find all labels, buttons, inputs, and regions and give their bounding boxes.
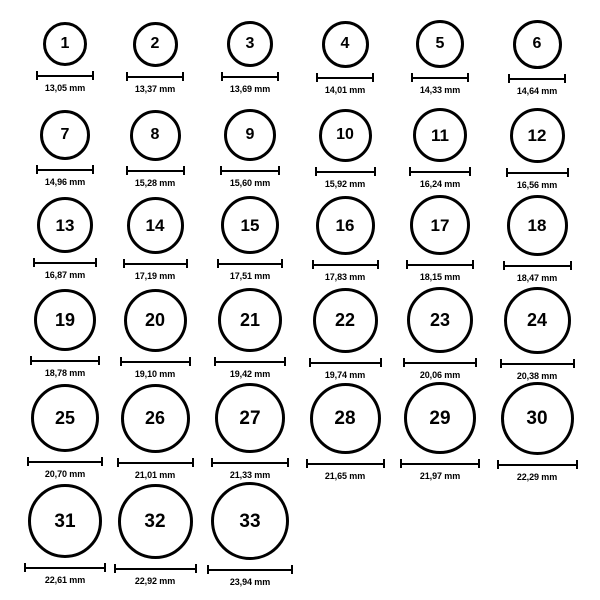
measure-bar [214,357,286,366]
measure-cap-left [214,357,216,366]
measure-cap-right [467,73,469,82]
ring-number: 32 [144,510,166,532]
ring-size-item [211,383,289,480]
measure-cap-right [374,167,376,176]
ring-number: 13 [55,215,75,235]
measure-cap-right [570,261,572,270]
ring-number: 20 [144,310,166,330]
ring-size-item [117,384,194,480]
ring-size-label: 13,37 mm [134,83,176,94]
measure-cap-left [126,72,128,81]
measure-bar [27,457,103,466]
ring-number: 18 [527,215,547,235]
ring-size-label: 19,42 mm [229,369,271,379]
ring-number: 33 [239,510,261,532]
ring-circle [313,288,378,353]
ring-number: 5 [435,35,445,52]
measure-cap-right [472,260,474,269]
measure-cap-right [573,359,575,368]
measure-line [126,76,184,78]
measure-cap-right [291,565,293,574]
ring-circle [501,382,574,455]
ring-circle [37,197,93,253]
measure-bar [315,167,376,176]
ring-circle [118,484,193,559]
measure-cap-left [114,564,116,573]
measure-bar [24,563,106,572]
ring-number: 31 [54,510,76,532]
measure-cap-right [576,460,578,469]
ring-number: 24 [526,310,548,330]
measure-bar [211,458,289,467]
measure-bar [220,166,280,175]
ring-circle [121,384,190,453]
ring-size-item [497,382,578,482]
measure-bar [309,358,382,367]
ring-size-item [27,384,103,479]
ring-size-item [500,287,575,381]
ring-size-item [403,287,477,380]
measure-line [411,77,469,79]
measure-cap-left [506,168,508,177]
ring-size-label: 15,92 mm [324,178,366,189]
ring-size-item [506,108,569,190]
measure-cap-right [189,357,191,366]
ring-size-item [400,382,480,481]
measure-bar [123,259,188,268]
measure-cap-left [508,74,510,83]
measure-cap-left [220,166,222,175]
ring-circle [34,289,96,351]
measure-line [36,75,94,77]
ring-size-item [33,197,97,280]
ring-size-item [207,482,293,587]
ring-number: 21 [239,310,261,330]
measure-line [406,264,474,266]
ring-circle [504,287,571,354]
ring-circle [31,384,99,452]
ring-size-label: 14,64 mm [516,85,558,96]
ring-size-item [506,20,568,96]
ring-size-item [120,289,191,379]
ring-circle [322,21,369,68]
measure-cap-right [101,457,103,466]
ring-size-label: 20,06 mm [419,370,461,380]
ring-number: 1 [60,35,70,52]
ring-number: 8 [150,126,160,143]
ring-size-label: 20,38 mm [516,370,558,381]
measure-bar [126,72,184,81]
measure-line [117,462,194,464]
ring-size-item [217,196,283,281]
measure-cap-right [186,259,188,268]
ring-size-item [503,195,572,283]
measure-bar [400,459,480,468]
measure-line [497,464,578,466]
ring-size-label: 21,33 mm [229,470,271,480]
measure-line [114,568,197,570]
measure-bar [36,165,94,174]
measure-line [312,264,379,266]
ring-number: 27 [239,407,261,429]
measure-bar [409,167,471,176]
measure-cap-right [182,72,184,81]
ring-size-item [124,110,186,188]
ring-size-label: 17,19 mm [134,270,176,281]
measure-bar [508,74,566,83]
ring-number: 17 [430,215,450,235]
ring-size-label: 14,96 mm [44,177,86,187]
ring-number: 2 [150,35,160,52]
ring-circle [215,383,285,453]
measure-bar [114,564,197,573]
ring-size-label: 13,69 mm [229,84,271,94]
ring-number: 28 [334,407,356,429]
measure-line [306,463,385,465]
measure-line [27,461,103,463]
ring-circle [43,22,87,66]
ring-number: 10 [336,126,354,143]
ring-circle [227,21,273,67]
ring-circle [221,196,279,254]
measure-cap-left [316,73,318,82]
ring-size-item [30,289,100,378]
measure-cap-left [409,167,411,176]
measure-cap-left [306,459,308,468]
measure-bar [506,168,569,177]
measure-line [36,169,94,171]
measure-cap-right [95,258,97,267]
ring-number: 11 [431,125,449,145]
measure-cap-right [372,73,374,82]
measure-line [503,265,572,267]
measure-line [211,462,289,464]
measure-cap-right [195,564,197,573]
ring-number: 4 [340,35,350,52]
ring-number: 23 [429,310,451,330]
measure-bar [117,458,194,467]
measure-bar [316,73,374,82]
ring-size-item [406,195,474,282]
measure-bar [126,166,185,175]
measure-cap-right [383,459,385,468]
ring-size-item [219,21,281,94]
ring-circle [133,22,178,67]
measure-cap-right [287,458,289,467]
measure-cap-left [315,167,317,176]
measure-cap-right [469,167,471,176]
measure-bar [312,260,379,269]
ring-size-item [409,108,471,189]
ring-size-label: 21,01 mm [134,469,176,480]
measure-bar [120,357,191,366]
ring-circle [224,109,276,161]
measure-cap-left [30,356,32,365]
measure-cap-right [278,166,280,175]
ring-size-label: 15,60 mm [229,178,271,188]
measure-line [500,363,575,365]
ring-size-label: 19,74 mm [324,369,366,380]
ring-size-item [409,20,471,95]
ring-size-label: 22,61 mm [44,575,86,585]
ring-size-label: 16,56 mm [516,179,558,190]
measure-cap-left [207,565,209,574]
measure-cap-right [277,72,279,81]
ring-size-label: 17,83 mm [324,271,366,282]
ring-circle [404,382,476,454]
measure-cap-left [217,259,219,268]
ring-size-item [214,288,286,379]
measure-cap-left [503,261,505,270]
ring-size-item [34,110,96,187]
measure-cap-left [120,357,122,366]
ring-circle [218,288,282,352]
measure-line [123,263,188,265]
ring-circle [407,287,473,353]
measure-cap-left [406,260,408,269]
measure-bar [221,72,279,81]
measure-cap-right [478,459,480,468]
ring-circle [40,110,90,160]
measure-line [220,170,280,172]
measure-bar [306,459,385,468]
measure-line [508,78,566,80]
ring-size-item [114,484,197,586]
measure-cap-right [475,358,477,367]
ring-size-label: 21,97 mm [419,471,461,481]
measure-line [120,361,191,363]
ring-size-label: 14,33 mm [419,85,461,95]
ring-circle [319,109,372,162]
measure-cap-left [312,260,314,269]
measure-bar [217,259,283,268]
measure-cap-right [281,259,283,268]
ring-circle [513,20,562,69]
measure-cap-left [36,165,38,174]
measure-cap-left [24,563,26,572]
ring-number: 30 [526,407,548,429]
measure-line [214,361,286,363]
ring-circle [316,196,375,255]
ring-size-item [124,22,186,94]
measure-line [400,463,480,465]
ring-circle [413,108,467,162]
ring-size-label: 15,28 mm [134,177,176,188]
ring-size-label: 17,51 mm [229,271,271,281]
measure-cap-left [403,358,405,367]
measure-cap-right [183,166,185,175]
measure-line [24,567,106,569]
measure-cap-right [284,357,286,366]
measure-line [309,362,382,364]
ring-size-label: 16,24 mm [419,179,461,189]
ring-size-label: 18,47 mm [516,272,558,283]
measure-cap-left [400,459,402,468]
ring-size-item [123,197,188,281]
ring-size-item [34,22,96,93]
measure-cap-right [380,358,382,367]
ring-size-item [309,288,382,380]
ring-size-label: 18,15 mm [419,272,461,282]
ring-circle [510,108,565,163]
ring-number: 7 [60,126,70,143]
measure-cap-left [309,358,311,367]
measure-line [33,262,97,264]
measure-line [126,170,185,172]
ring-size-item [314,109,376,189]
measure-line [316,77,374,79]
ring-circle [416,20,464,68]
measure-cap-left [500,359,502,368]
measure-bar [497,460,578,469]
ring-number: 19 [54,310,76,330]
measure-cap-right [567,168,569,177]
measure-cap-right [104,563,106,572]
ring-number: 15 [240,215,260,235]
ring-size-label: 14,01 mm [324,84,366,95]
measure-line [506,172,569,174]
measure-cap-left [33,258,35,267]
measure-bar [33,258,97,267]
ring-number: 25 [54,408,76,428]
measure-cap-left [123,259,125,268]
ring-number: 16 [335,215,355,235]
ring-number: 12 [527,125,547,145]
measure-bar [411,73,469,82]
ring-size-label: 21,65 mm [324,470,366,481]
ring-size-label: 19,10 mm [134,368,176,379]
ring-size-label: 20,70 mm [44,469,86,479]
ring-size-label: 23,94 mm [229,577,271,587]
ring-circle [28,484,102,558]
ring-size-item [312,196,379,282]
ring-circle [127,197,184,254]
ring-number: 29 [429,407,451,429]
ring-size-item [306,383,385,481]
ring-size-label: 13,05 mm [44,83,86,93]
measure-bar [30,356,100,365]
ring-number: 14 [145,215,165,235]
measure-bar [207,565,293,574]
measure-cap-right [92,71,94,80]
measure-cap-left [497,460,499,469]
ring-size-item [314,21,376,95]
measure-line [403,362,477,364]
measure-cap-right [92,165,94,174]
ring-number: 6 [532,35,542,52]
measure-line [207,569,293,571]
measure-line [217,263,283,265]
measure-line [30,360,100,362]
measure-cap-right [98,356,100,365]
measure-cap-right [564,74,566,83]
measure-cap-left [117,458,119,467]
measure-bar [36,71,94,80]
ring-size-item [219,109,281,188]
measure-cap-right [192,458,194,467]
measure-cap-left [126,166,128,175]
measure-bar [500,359,575,368]
measure-line [221,76,279,78]
ring-size-label: 22,29 mm [516,471,558,482]
ring-circle [130,110,181,161]
measure-cap-left [411,73,413,82]
ring-circle [310,383,381,454]
ring-size-label: 22,92 mm [134,575,176,586]
measure-cap-left [36,71,38,80]
measure-cap-left [27,457,29,466]
ring-number: 9 [245,126,255,143]
measure-bar [403,358,477,367]
ring-circle [211,482,289,560]
ring-circle [410,195,470,255]
ring-number: 26 [144,408,166,428]
ring-size-item [24,484,106,585]
measure-line [315,171,376,173]
ring-size-label: 18,78 mm [44,368,86,378]
ring-circle [124,289,187,352]
measure-line [409,171,471,173]
measure-cap-left [221,72,223,81]
ring-number: 22 [334,310,356,330]
measure-cap-right [377,260,379,269]
ring-size-label: 16,87 mm [44,270,86,280]
measure-bar [503,261,572,270]
ring-number: 3 [245,35,255,52]
measure-bar [406,260,474,269]
measure-cap-left [211,458,213,467]
ring-circle [507,195,568,256]
